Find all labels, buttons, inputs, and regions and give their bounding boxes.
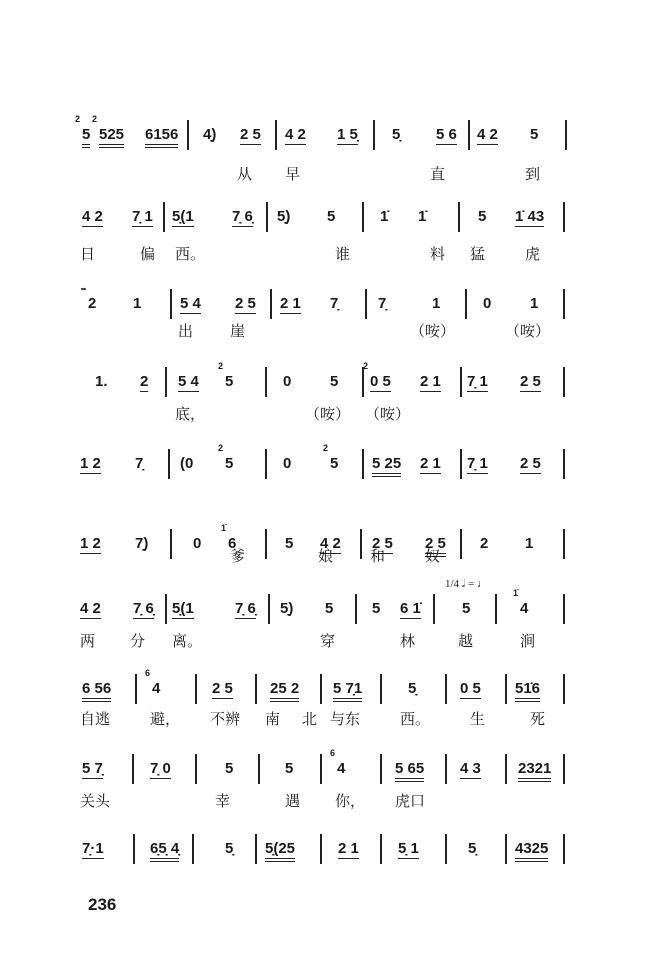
barline [258, 754, 260, 784]
note-group: 2 1 [280, 295, 301, 312]
lyric: 幸 [215, 792, 231, 810]
lyric: 关头 [80, 792, 111, 810]
barline [266, 202, 268, 232]
grace-note: 6 [145, 668, 151, 678]
note-group: 0 [483, 295, 492, 312]
note-group: 7̣ 1 [132, 208, 153, 225]
barline [187, 120, 189, 150]
note-group: 5̣ 1 [398, 840, 419, 857]
barline [563, 674, 565, 704]
note-group: 2 5 [520, 455, 541, 472]
note-group: 1 5̣ [337, 126, 358, 143]
note-group: 5 [285, 535, 294, 552]
note-group: 5 [478, 208, 487, 225]
barline [192, 834, 194, 864]
note-group: 5 6 [436, 126, 457, 143]
note-group: 4325 [515, 840, 548, 862]
note-group: 1̇ 43 [515, 208, 545, 225]
barline [275, 120, 277, 150]
lyric: 虎 [525, 245, 541, 263]
note-group: 5 [462, 600, 471, 617]
note-group: 2 𝆗 [81, 283, 97, 312]
barline [170, 529, 172, 559]
note-group: 4 2 [82, 208, 103, 225]
lyric: 出 [178, 322, 194, 340]
lyric: 西。 [175, 245, 206, 263]
lyric: 穿 [320, 632, 336, 650]
note-group: 4 6 [145, 668, 161, 697]
barline [563, 449, 565, 479]
note-group: 7̣·1 [82, 840, 104, 857]
barline [505, 754, 507, 784]
grace-note: 6 [330, 748, 336, 758]
barline [563, 754, 565, 784]
barline [320, 834, 322, 864]
barline [265, 367, 267, 397]
note-group: 4 2 [320, 535, 341, 552]
note-group: 4 3 [460, 760, 481, 777]
barline [265, 449, 267, 479]
barline [380, 834, 382, 864]
barline [460, 529, 462, 559]
note-group: 4 2 [80, 600, 101, 617]
lyric: 生 [470, 710, 486, 728]
lyric: 你， [335, 792, 366, 810]
note-group: 5 2 [82, 126, 90, 148]
tempo-mark: 1/4 𝅗𝅥 = ♩ [445, 578, 489, 590]
lyric: 虎口 [395, 792, 426, 810]
barline [505, 674, 507, 704]
note-group: 5 7̣ [82, 760, 103, 777]
lyric: 遇 [285, 792, 301, 810]
grace-note: 𝆗 [81, 283, 86, 293]
barline [270, 289, 272, 319]
note-group: 2 5 [425, 535, 446, 557]
note-group: 5̣ [392, 126, 401, 143]
note-group: 5 65 [395, 760, 424, 782]
lyric: （咹） [305, 405, 351, 423]
note-group: 5 7̣1 [333, 680, 362, 702]
note-group: 5 4 [180, 295, 201, 312]
barline [195, 674, 197, 704]
barline [168, 449, 170, 479]
note-group: 51̇6 [515, 680, 540, 702]
note-group: 2 1 [338, 840, 359, 857]
note-group: 5 [285, 760, 294, 777]
note-group: 5̣ [468, 840, 477, 857]
barline [460, 367, 462, 397]
lyric: 林 [400, 632, 416, 650]
note-group: 5̣(25 [265, 840, 295, 862]
barline [563, 529, 565, 559]
lyric: 避， [150, 710, 181, 728]
note-group: 5 [325, 600, 334, 617]
barline [255, 834, 257, 864]
lyric: 自逃 [80, 710, 111, 728]
lyric: 北 [302, 710, 318, 728]
barline [362, 367, 364, 397]
lyric: 与东 [330, 710, 361, 728]
note-group: 6 1̇ [221, 523, 237, 552]
lyric: 奴 [425, 547, 441, 565]
note-group: 4 6 [330, 748, 346, 777]
note-group: 5 [372, 600, 381, 617]
note-group: 1. [95, 373, 108, 390]
note-group: 1 [432, 295, 441, 312]
barline [563, 289, 565, 319]
barline [460, 449, 462, 479]
note-group: 1 2 [80, 455, 101, 472]
barline [563, 594, 565, 624]
lyric: （咹） [410, 322, 456, 340]
note-group: 2 [480, 535, 489, 552]
note-group: 5 2 [323, 443, 339, 472]
barline [380, 674, 382, 704]
grace-note: 2 [218, 361, 224, 371]
note-group: 2 [140, 373, 149, 390]
grace-note: 2 [323, 443, 329, 453]
note-group: 2 5 [212, 680, 233, 697]
lyric: 离。 [172, 632, 203, 650]
barline [265, 529, 267, 559]
note-group: 0 [283, 373, 292, 390]
note-group: 7̣ 6̣ [232, 208, 253, 225]
barline [255, 674, 257, 704]
note-group: 0 5 2 [363, 361, 391, 390]
barline [563, 367, 565, 397]
lyric: 和 [370, 547, 386, 565]
note-group: 5̣ [408, 680, 417, 697]
barline [565, 120, 567, 150]
note-group: 5 [530, 126, 539, 143]
barline [362, 202, 364, 232]
grace-note: 1̇ [221, 523, 227, 533]
barline [133, 834, 135, 864]
note-group: 7̣ [378, 295, 387, 312]
lyric: 早 [285, 165, 301, 183]
note-group: 7̣ 6̣ [235, 600, 256, 617]
lyric: 越 [458, 632, 474, 650]
lyric: 不辨 [210, 710, 241, 728]
barline [465, 289, 467, 319]
lyric: 谁 [335, 245, 351, 263]
barline [563, 202, 565, 232]
barline [445, 754, 447, 784]
note-group: 5̣) [277, 208, 291, 225]
barline [458, 202, 460, 232]
barline [365, 289, 367, 319]
barline [355, 594, 357, 624]
grace-note: 2 [75, 114, 81, 124]
note-group: 2 5 [372, 535, 393, 552]
note-group: 5 [327, 208, 336, 225]
barline [165, 594, 167, 624]
note-group: 5̣(1 [172, 600, 194, 617]
barline [433, 594, 435, 624]
lyric: 猛 [470, 245, 486, 263]
note-group: 4 2 [477, 126, 498, 143]
note-group: 7̣ 0 [150, 760, 171, 777]
note-group: 2 5 [240, 126, 261, 143]
barline [132, 754, 134, 784]
note-group: 4̣) [203, 126, 217, 143]
lyric: （咹） [365, 405, 411, 423]
barline [163, 202, 165, 232]
lyric: 分 [130, 632, 146, 650]
lyric: 到 [525, 165, 541, 183]
grace-note: 1̇ [513, 588, 519, 598]
barline [505, 834, 507, 864]
barline [362, 449, 364, 479]
note-group: 5 2 [218, 361, 234, 390]
barline [170, 289, 172, 319]
note-group: 1 2 [80, 535, 101, 552]
note-group: 1̇ [418, 208, 427, 225]
barline [320, 754, 322, 784]
note-group: 1 [530, 295, 539, 312]
note-group: 5 [330, 373, 339, 390]
note-group: 5̣ [225, 840, 234, 857]
lyric: 崖 [230, 322, 246, 340]
note-group: 1̇ [380, 208, 389, 225]
note-group: 7̣ [135, 455, 144, 472]
barline [468, 120, 470, 150]
lyric: 爹 [230, 547, 246, 565]
lyric: 偏 [140, 245, 156, 263]
grace-note: 2 [363, 361, 369, 371]
lyric: 两 [80, 632, 96, 650]
note-group: 5 4 [178, 373, 199, 390]
note-group: 7̣) [135, 535, 149, 552]
lyric: 从 [237, 165, 253, 183]
barline [360, 529, 362, 559]
barline [380, 754, 382, 784]
lyric: （咹） [505, 322, 551, 340]
note-group: 2 1 [420, 373, 441, 390]
barline [165, 367, 167, 397]
note-group: 6 1̇ [400, 600, 421, 617]
barline [195, 754, 197, 784]
lyric: 南 [265, 710, 281, 728]
note-group: 6 56 [82, 680, 111, 702]
lyric: 涧 [520, 632, 536, 650]
note-group: 5̣) [280, 600, 294, 617]
barline [320, 674, 322, 704]
lyric: 日 [80, 245, 96, 263]
note-group: 1 [133, 295, 142, 312]
barline [495, 594, 497, 624]
note-group: 6156 [145, 126, 178, 148]
lyric: 死 [530, 710, 546, 728]
note-group: 4 1̇ [513, 588, 529, 617]
note-group: 0 5 [460, 680, 481, 697]
note-group: 2 1 [420, 455, 441, 472]
note-group: 7̣ [330, 295, 339, 312]
barline [373, 120, 375, 150]
grace-note: 2 [92, 114, 98, 124]
barline [563, 834, 565, 864]
page-number: 236 [88, 895, 117, 914]
note-group: 7̣ 1 [467, 373, 488, 390]
barline [445, 674, 447, 704]
note-group: 7̣ 1 [467, 455, 488, 472]
lyric: 底， [175, 405, 206, 423]
note-group: 2 5 [520, 373, 541, 390]
note-group: 7̣ 6̣ [133, 600, 154, 617]
note-group: 525 2 [99, 126, 124, 148]
barline [268, 594, 270, 624]
note-group: 5 2 [218, 443, 234, 472]
note-group: 5 [225, 760, 234, 777]
note-group: 1 [525, 535, 534, 552]
note-group: 5 25 [372, 455, 401, 477]
lyric: 娘 [318, 547, 334, 565]
note-group: 0 [193, 535, 202, 552]
note-group: (0 [180, 455, 194, 472]
note-group: 2 5 [235, 295, 256, 312]
barline [445, 834, 447, 864]
grace-note: 2 [218, 443, 224, 453]
note-group: 25 2 [270, 680, 299, 702]
note-group: 2321 [518, 760, 551, 782]
note-group: 6̣5̣ 4̣ [150, 840, 179, 862]
lyric: 西。 [400, 710, 431, 728]
note-group: 0 [283, 455, 292, 472]
note-group: 4 2 [285, 126, 306, 143]
barline [135, 674, 137, 704]
lyric: 料 [430, 245, 446, 263]
note-group: 5̣(1 [172, 208, 194, 225]
lyric: 直 [430, 165, 446, 183]
